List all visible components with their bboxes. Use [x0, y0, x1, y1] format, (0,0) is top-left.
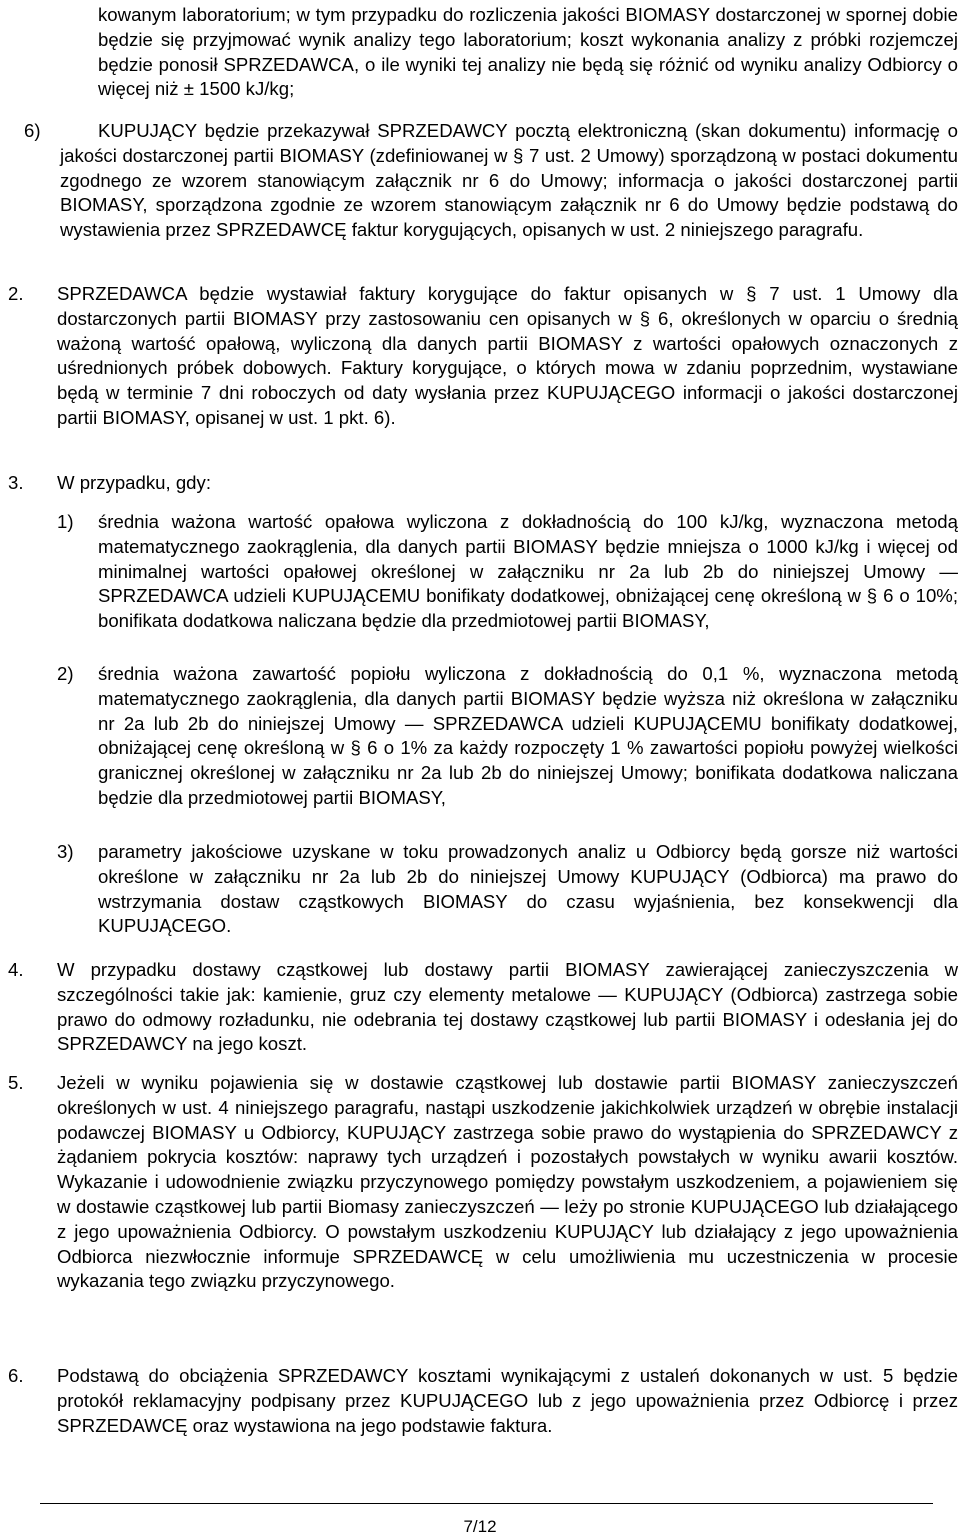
page-number: 7/12 [463, 1517, 497, 1536]
section-4-number: 4. [8, 959, 24, 980]
subitem-2-number: 2) [57, 663, 74, 684]
subitem-1-number: 1) [57, 511, 74, 532]
subitem-2-text: średnia ważona zawartość popiołu wyliczona z dokładnością do 0,1 %, wyznaczona metodą matematycznego zaokrąglenia, dla danych partii BIOMASY będzie wyższa niż określona w załączniku nr 2a lub 2b do niniejszej Umowy — SPRZEDAWCA udzieli KUPUJĄCEMU bonifikaty dodatkowej, obniżającej cenę określoną w § 6 o 1% za każdy rozpoczęty 1 % zawartości popiołu powyżej wielkości granicznej określonej w załączniku nr 2a lub 2b do niniejszej Umowy; bonifikata dodatkowa naliczana będzie dla przedmiotowej partii BIOMASY, [98, 663, 958, 808]
section-3-number: 3. [8, 472, 24, 493]
section-2-number: 2. [8, 283, 24, 304]
subitem-3-number: 3) [57, 841, 74, 862]
section-6-text: Podstawą do obciążenia SPRZEDAWCY kosztami wynikającymi z ustaleń dokonanych w ust. 5 będzie protokół reklamacyjny podpisany przez KUPUJĄCEGO lub z jego upoważnienia przez Odbiorcę i przez SPRZEDAWCĘ oraz wystawiona na jego podstawie faktura. [57, 1365, 958, 1436]
subitem-1-text: średnia ważona wartość opałowa wyliczona z dokładnością do 100 kJ/kg, wyznaczona metodą matematycznego zaokrąglenia, dla danych partii BIOMASY będzie mniejsza o 1000 kJ/kg i więcej od minimalnej wartości opałowej określonej w załączniku nr 2a lub 2b do niniejszej Umowy — SPRZEDAWCA udzieli KUPUJĄCEMU bonifikaty dodatkowej, obniżającej cenę określoną w § 6 o 10%; bonifikata dodatkowa naliczana będzie dla przedmiotowej partii BIOMASY, [98, 511, 958, 632]
intro-paragraph: kowanym laboratorium; w tym przypadku do rozliczenia jakości BIOMASY dostarczonej w spornej dobie będzie się przyjmować wynik analizy tego laboratorium; koszt wykonania analizy z próbki rozjemczej będzie ponosił SPRZEDAWCA, o ile wyniki tej analizy nie będą się różnić od wyniku analizy Odbiorcy o więcej niż ± 1500 kJ/kg; [98, 4, 958, 100]
section-4-text: W przypadku dostawy cząstkowej lub dostawy partii BIOMASY zawierającej zanieczyszczenia w szczególności takie jak: kamienie, gruz czy elementy metalowe — KUPUJĄCY (Odbiorca) zastrzega sobie prawo do odmowy rozładunku, nie odebrania tej dostawy cząstkowej lub partii BIOMASY i odesłania jej do SPRZEDAWCY na jego koszt. [57, 959, 958, 1055]
section-5-number: 5. [8, 1072, 24, 1093]
section-3-text: W przypadku, gdy: [57, 472, 211, 493]
subitem-3-text: parametry jakościowe uzyskane w toku prowadzonych analiz u Odbiorcy będą gorsze niż wartości określone w załączniku nr 2a lub 2b do niniejszej Umowy KUPUJĄCY (Odbiorca) ma prawo do wstrzymania dostaw cząstkowych BIOMASY do czasu wyjaśnienia, bez konsekwencji dla KUPUJĄCEGO. [98, 841, 958, 937]
section-6-number: 6. [8, 1365, 24, 1386]
footer-divider [40, 1503, 933, 1504]
section-5-text: Jeżeli w wyniku pojawienia się w dostawie cząstkowej lub dostawie partii BIOMASY zanieczyszczeń określonych w ust. 4 niniejszego paragrafu, nastąpi uszkodzenie jakichkolwiek urządzeń w obrębie instalacji podawczej BIOMASY u Odbiorcy, KUPUJĄCY zastrzega sobie prawo do wystąpienia do SPRZEDAWCY z żądaniem pokrycia kosztów: naprawy tych urządzeń i pozostałych powstałych w wyniku awarii kosztów. Wykazanie i udowodnienie związku przyczynowego pomiędzy powstałym uszkodzeniem, a pojawieniem się w dostawie cząstkowej lub partii Biomasy zanieczyszczeń — leży po stronie KUPUJĄCEGO lub działającego z jego upoważnienia Odbiorcy. O powstałym uszkodzeniu KUPUJĄCY lub działający z jego upoważnienia Odbiorca niezwłocznie informuje SPRZEDAWCĘ w celu umożliwienia mu uczestniczenia w procesie wykazania tego związku przyczynowego. [57, 1072, 958, 1292]
section-2-text: SPRZEDAWCA będzie wystawiał faktury korygujące do faktur opisanych w § 7 ust. 1 Umowy dla dostarczonych partii BIOMASY przy zastosowaniu cen opisanych w § 6, określonych w oparciu o średnią ważoną wartość opałową, wyliczoną dla danych partii BIOMASY z wartości opałowych oznaczonych z uśrednionych próbek dobowych. Faktury korygujące, o których mowa w zdaniu poprzednim, wystawiane będą w terminie 7 dni roboczych od daty wysłania przez KUPUJĄCEGO informacji o jakości dostarczonej partii BIOMASY, opisanej w ust. 1 pkt. 6). [57, 283, 958, 428]
item-6-text: KUPUJĄCY będzie przekazywał SPRZEDAWCY pocztą elektroniczną (skan dokumentu) informację o jakości dostarczonej partii BIOMASY (zdefiniowanej w § 7 ust. 2 Umowy) sporządzoną w postaci dokumentu zgodnego ze wzorem stanowiącym załącznik nr 6 do Umowy; informacja o jakości dostarczonej partii BIOMASY, sporządzona zgodnie ze wzorem stanowiącym załącznik nr 6 do Umowy będzie podstawą do wystawienia przez SPRZEDAWCĘ faktur korygujących, opisanych w ust. 2 niniejszego paragrafu. [60, 120, 958, 241]
item-6-number: 6) [24, 120, 41, 141]
